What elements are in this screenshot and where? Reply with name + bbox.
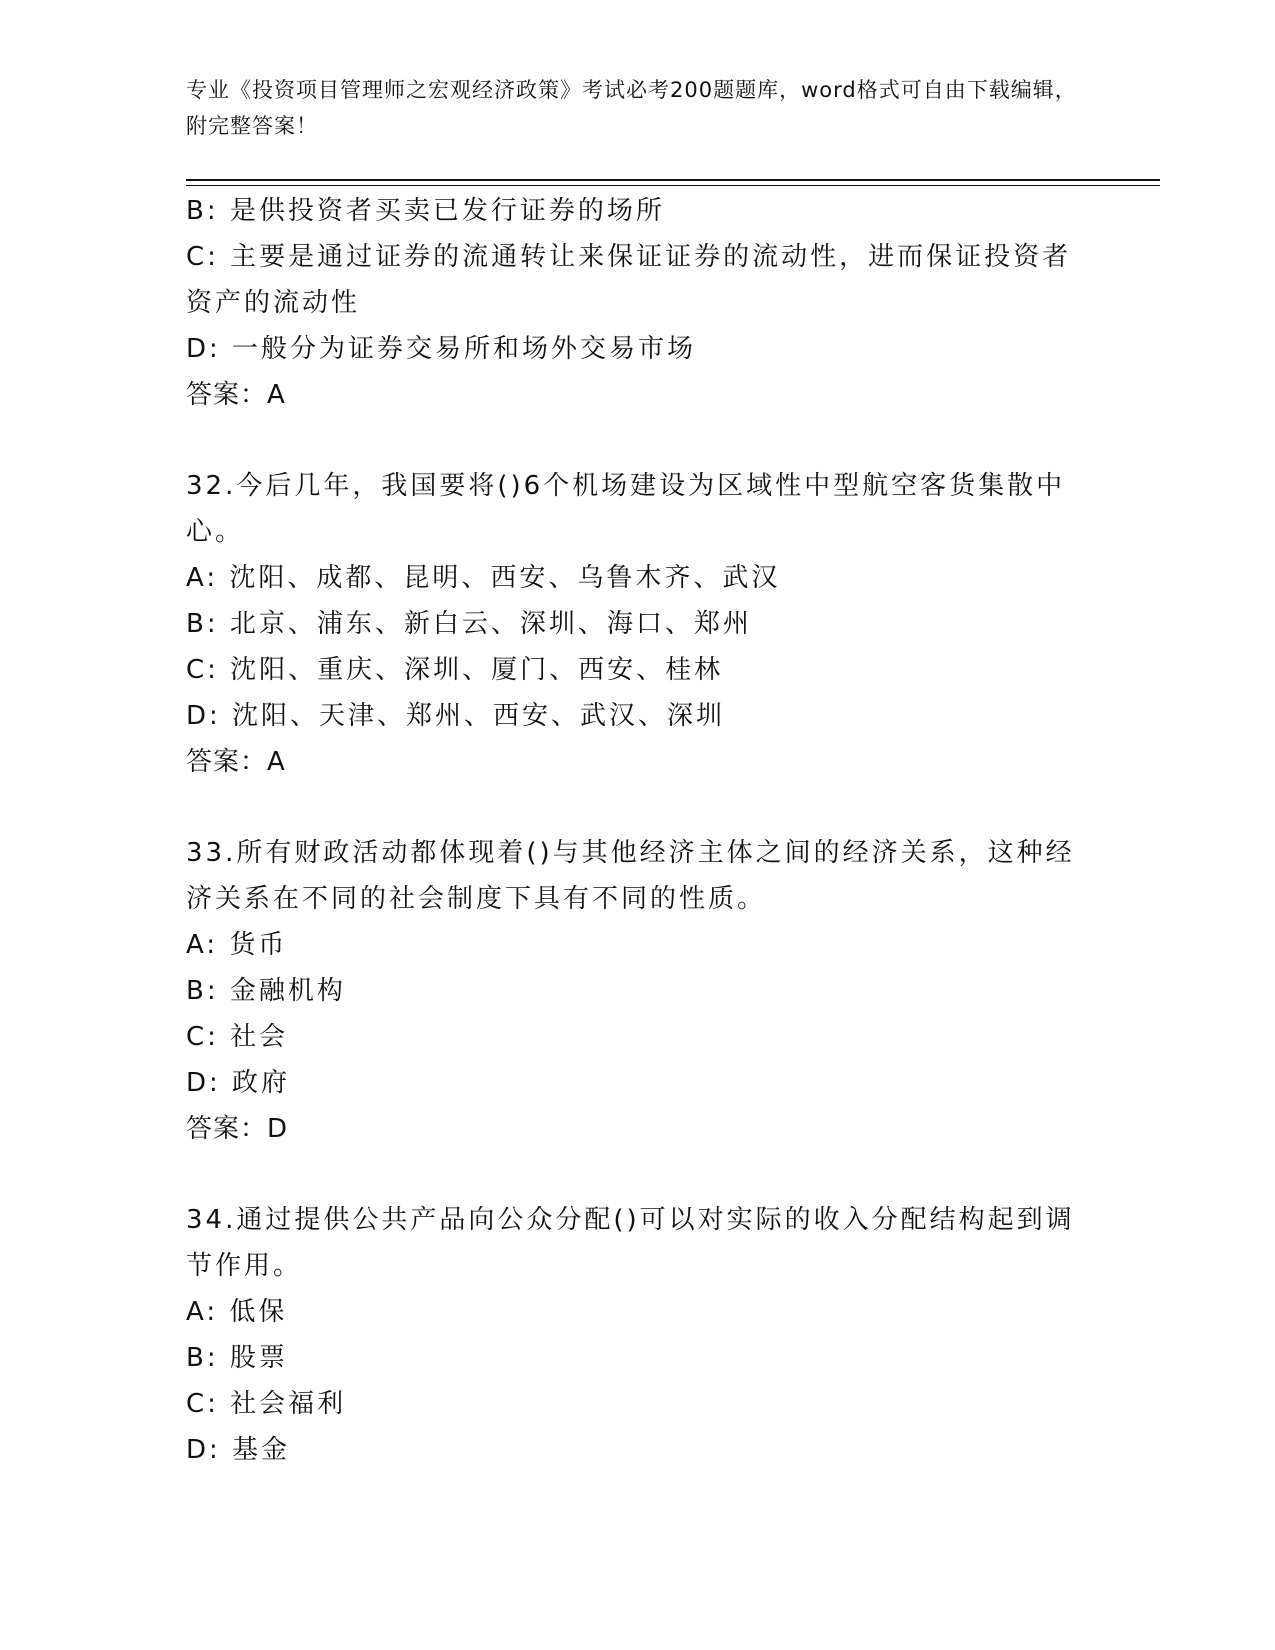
question-34	[186, 1197, 1086, 1473]
option-d: D: 政府	[186, 1068, 291, 1098]
option-b: B: 股票	[186, 1343, 288, 1373]
question-32	[186, 463, 1086, 785]
option-b: B: 北京、浦东、新白云、深圳、海口、郑州	[186, 609, 752, 639]
header-divider-thick	[186, 179, 1160, 181]
document-header: 专业《投资项目管理师之宏观经济政策》考试必考200题题库，word格式可自由下载编辑，附完整答案！	[186, 78, 1077, 138]
answer-label: 答案：D	[186, 1114, 289, 1144]
answer-label: 答案：A	[186, 747, 286, 777]
answer-label: 答案：A	[186, 380, 286, 410]
question-33	[186, 830, 1086, 1152]
option-d: D: 基金	[186, 1435, 291, 1465]
option-c: C: 社会	[186, 1022, 289, 1052]
option-c: C: 沈阳、重庆、深圳、厦门、西安、桂林	[186, 655, 724, 685]
option-a: A: 货币	[186, 930, 288, 960]
option-d: D: 沈阳、天津、郑州、西安、武汉、深圳	[186, 701, 726, 731]
option-a: A: 低保	[186, 1297, 288, 1327]
option-a: A: 沈阳、成都、昆明、西安、乌鲁木齐、武汉	[186, 563, 781, 593]
option-c: C: 社会福利	[186, 1389, 347, 1419]
option-b: B: 是供投资者买卖已发行证券的场所	[186, 196, 665, 226]
partial-question-block	[186, 188, 1086, 418]
option-d: D: 一般分为证券交易所和场外交易市场	[186, 334, 697, 364]
question-stem: 33.所有财政活动都体现着()与其他经济主体之间的经济关系，这种经济关系在不同的社会制度下具有不同的性质。	[186, 838, 1075, 914]
option-b: B: 金融机构	[186, 976, 346, 1006]
question-list	[186, 188, 1086, 1473]
header-divider-thin	[186, 185, 1160, 186]
option-c: C: 主要是通过证券的流通转让来保证证券的流动性，进而保证投资者资产的流动性	[186, 242, 1072, 318]
question-stem: 32.今后几年，我国要将()6个机场建设为区域性中型航空客货集散中心。	[186, 471, 1066, 547]
question-stem: 34.通过提供公共产品向公众分配()可以对实际的收入分配结构起到调节作用。	[186, 1205, 1075, 1281]
